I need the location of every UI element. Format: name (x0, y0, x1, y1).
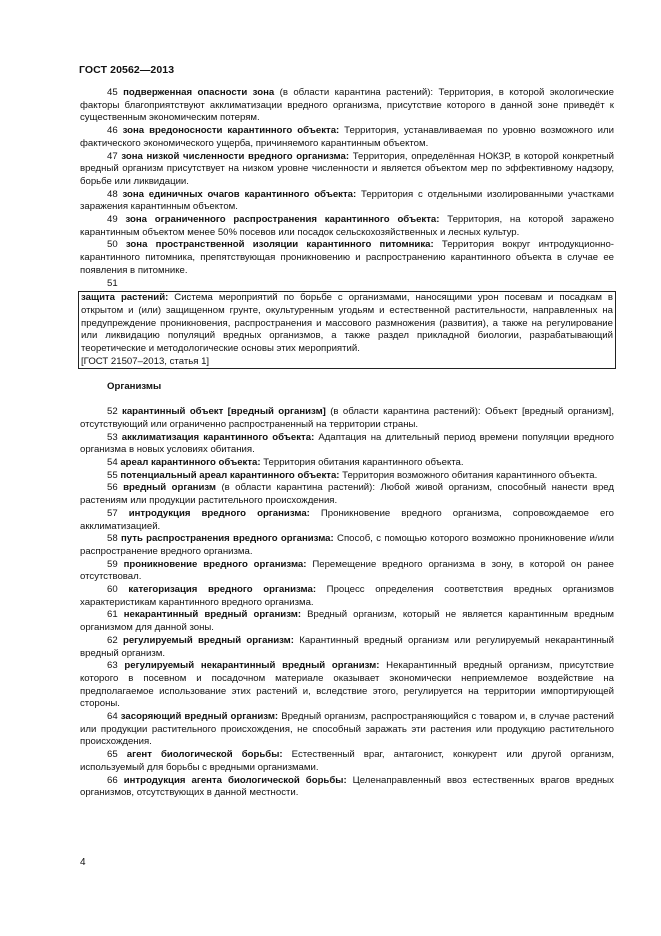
term-entry (80, 406, 614, 431)
term-name: ареал карантинного объекта: (120, 456, 261, 468)
term-name: интродукция вредного организма: (128, 507, 310, 519)
term-definition: (в области карантина растений): Объект [вредный организм], отсутствующий или ограниченно распространенный на территории страны. (80, 406, 615, 430)
term-name: некарантинный вредный организм: (123, 609, 302, 621)
term-entry (80, 151, 614, 189)
term-entry (80, 87, 614, 125)
term-name: вредный организм (123, 482, 217, 494)
term-entry (80, 508, 614, 533)
term-number: 45 (107, 87, 118, 98)
term-number: 61 (107, 609, 118, 621)
term-entry (80, 775, 614, 800)
term-definition: Территория обитания карантинного объекта. (260, 456, 464, 468)
term-entry (80, 214, 614, 239)
term-entry (81, 292, 613, 356)
section-title: Организмы (107, 381, 162, 393)
term-name: зона ограниченного распространения карантинного объекта: (125, 214, 440, 226)
term-definition: Территория, определённая НОКЗР, в которой конкретный вредный организм присутствует на низком уровне численности и является объектом мер по эффективному надзору, борьбе или ликвидации. (80, 150, 614, 187)
term-list-organisms (80, 406, 614, 800)
term-definition: (в области карантина растений): Любой живой организм, способный нанести вред растениям или продукции растительного происхождения. (80, 482, 614, 507)
term-name: регулируемый некарантинный вредный организм: (124, 660, 380, 672)
term-number: 48 (107, 188, 118, 200)
page-number: 4 (80, 857, 86, 868)
term-definition: Территория вокруг интродукционно-карантинного питомника, препятствующая проникновению и распространению карантинного объекта в случае ее появления в питомнике. (80, 239, 614, 276)
term-number: 63 (107, 660, 118, 672)
term-definition: Перемещение вредного организма в зону, в которой он ранее отсутствовал. (80, 558, 614, 583)
term-name: защита растений: (81, 292, 169, 304)
term-number: 62 (107, 634, 118, 646)
term-entry (80, 749, 614, 774)
term-entry (80, 482, 614, 507)
term-definition: Территория, устанавливаемая по уровню возможного или фактического экономического ущерба, причиняемого карантинным объектом. (80, 125, 614, 149)
term-definition: Адаптация на длительный период времени популяции вредного организма в новых условиях обитания. (80, 431, 614, 456)
term-entry (80, 189, 614, 214)
term-name: засоряющий вредный организм: (120, 711, 279, 723)
term-number: 46 (107, 125, 118, 137)
term-number: 52 (107, 406, 118, 418)
term-number: 56 (107, 482, 118, 494)
term-definition: Способ, с помощью которого возможно проникновение и/или распространение вредного организма. (80, 533, 614, 557)
document-body (80, 87, 614, 800)
term-entry (80, 533, 614, 558)
term-name: проникновение вредного организма: (123, 558, 307, 570)
term-definition: Процесс определения соответствия вредных организмов характеристикам карантинного вредного организма. (80, 584, 614, 608)
term-name: агент биологической борьбы: (126, 749, 283, 761)
term-definition: Целенаправленный ввоз естественных врагов вредных организмов, отсутствующих в данной местности. (80, 774, 614, 799)
document-header: ГОСТ 20562—2013 (79, 64, 175, 76)
term-entry (80, 584, 614, 609)
term-number: 53 (107, 431, 118, 443)
term-number: 55 (107, 469, 118, 481)
term-list-zones (80, 87, 614, 278)
term-definition: Карантинный вредный организм или регулируемый некарантинный вредный организм. (80, 634, 614, 659)
term-name: зона вредоносности карантинного объекта: (122, 125, 340, 137)
term-name: регулируемый вредный организм: (122, 634, 294, 646)
term-definition: (в области карантина растений): Территория, в которой экологические факторы благоприятствуют акклиматизации вредного организма, присутствие которого в данной зоне приведёт к существенным экономическим потерям. (80, 87, 615, 124)
term-definition: Территория возможного обитания карантинного объекта. (339, 469, 598, 481)
term-entry (80, 125, 614, 150)
term-definition: Система мероприятий по борьбе с организмами, наносящими урон посевам и посадкам в открытом и (или) защищенном грунте, окультуренным угодьям и естественной растительности, направленных на предупреждение проникновения, распространения и массового размножения (развития), а также на регулирование или ликвидацию популяций вредных организмов, а также раздел прикладной биологии, разрабатывающий теоретические и методологические основы этих мероприятий. (81, 292, 613, 355)
term-name: потенциальный ареал карантинного объекта: (120, 469, 340, 481)
term-entry (80, 470, 614, 483)
term-name: карантинный объект [вредный организм] (122, 406, 326, 418)
term-number: 50 (107, 239, 118, 251)
term-definition: Территория, на которой заражено карантинным объектом менее 50% посевов или посадок сельскохозяйственных и лесных культур. (80, 214, 614, 238)
term-name: категоризация вредного организма: (128, 584, 317, 596)
term-name: подверженная опасности зона (123, 87, 275, 98)
term-definition: Естественный враг, антагонист, конкурент или другой организм, используемый для борьбы с вредными организмами. (80, 749, 614, 773)
term-definition: Вредный организм, который не является карантинным вредным организмом для данной зоны. (80, 609, 614, 634)
term-entry (80, 609, 614, 634)
term-name: путь распространения вредного организма: (121, 533, 334, 545)
term-entry (80, 711, 614, 749)
boxed-term (78, 291, 616, 369)
term-entry (80, 239, 614, 277)
term-entry (80, 432, 614, 457)
term-number: 60 (107, 584, 118, 596)
term-entry (80, 559, 614, 584)
term-name: зона единичных очагов карантинного объекта: (122, 188, 357, 200)
term-definition: Вредный организм, распространяющийся с товаром и, в случае растений или продукции растительного происхождения, не способный заражать эти растения или продукцию растительного происхождения. (80, 711, 614, 748)
term-number: 57 (107, 507, 118, 519)
term-reference: [ГОСТ 21507–2013, статья 1] (81, 355, 210, 367)
term-number: 54 (107, 456, 118, 468)
term-number: 58 (107, 533, 118, 545)
term-entry (80, 660, 614, 711)
term-entry (80, 457, 614, 470)
term-number: 59 (107, 558, 118, 570)
term-entry (80, 635, 614, 660)
term-definition: Проникновение вредного организма, сопровождаемое его акклиматизацией. (80, 507, 615, 532)
term-definition: Некарантинный вредный организм, присутствие которого в посевном и посадочном материале оказывает экономически неприемлемое воздействие на предполагаемое использование этих растений и, вследствие этого, регулируется на территории импортирующей стороны. (80, 660, 614, 710)
term-definition: Территория с отдельными изолированными участками заражения карантинным объектом. (80, 188, 614, 213)
term-name: интродукция агента биологической борьбы: (123, 774, 347, 786)
term-number: 64 (107, 711, 118, 723)
term-name: зона пространственной изоляции карантинного питомника: (125, 239, 434, 251)
term-number: 65 (107, 749, 118, 761)
term-number: 66 (107, 774, 118, 786)
term-name: зона низкой численности вредного организма: (121, 150, 350, 162)
term-number: 49 (107, 214, 118, 226)
term-number: 47 (107, 150, 118, 162)
term-number: 51 (107, 277, 118, 289)
term-name: акклиматизация карантинного объекта: (121, 431, 315, 443)
